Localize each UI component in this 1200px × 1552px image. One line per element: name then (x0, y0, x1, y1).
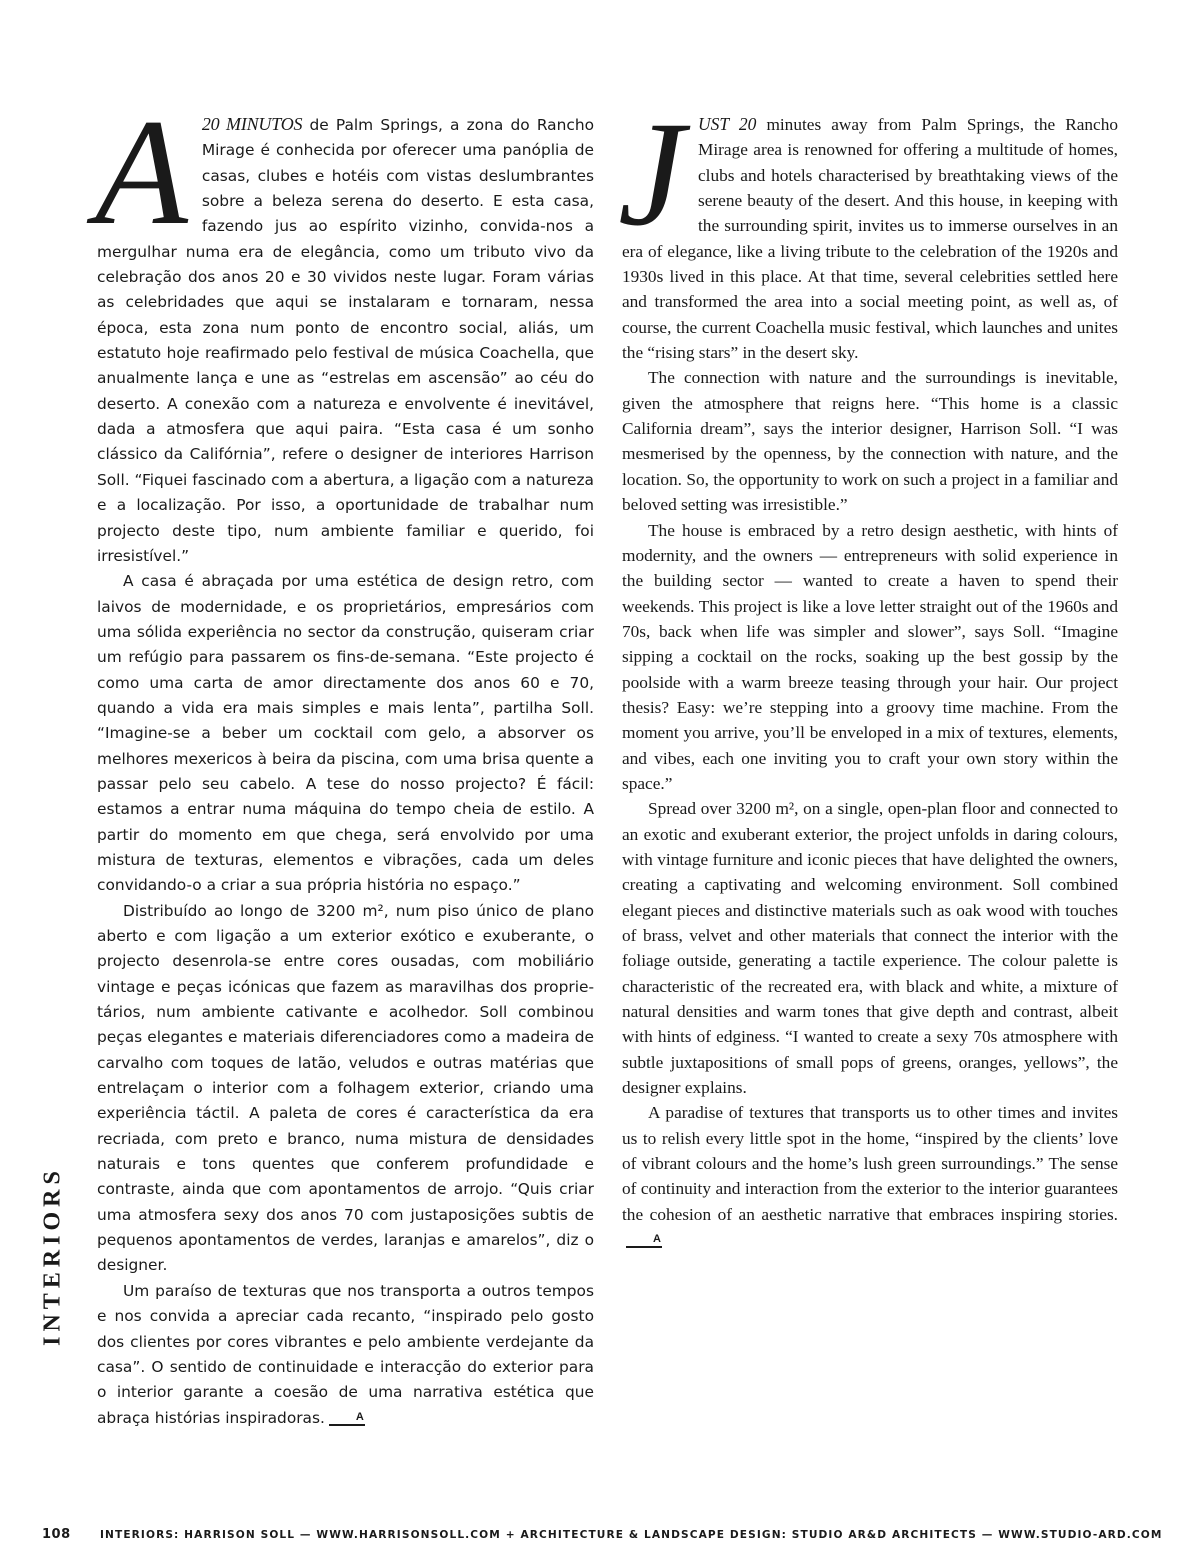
end-mark-icon: A (626, 1234, 662, 1248)
credits-line: INTERIORS: HARRISON SOLL — WWW.HARRISONSOLL.COM + ARCHITECTURE & LANDSCAPE DESIGN: STUDIO AR&D ARCHITECTS — WWW.STUDIO-ARD.COM (100, 1529, 1163, 1541)
page-number: 108 (42, 1527, 71, 1542)
paragraph: A casa é abraçada por uma estética de design retro, com laivos de modernidade, e os proprietários, empresários com uma sólida experiência no sector da construção, quiseram criar um refúgio para passarem os fins-de-semana. “Este projecto é como uma carta de amor directamente dos anos 60 e 70, quando a vida era mais simples e mais lenta”, partilha Soll. “Imagine-se a beber um cocktail com gelo, a absorver os melhores mexericos à beira da piscina, com uma brisa quente a passar pelo seu cabelo. A tese do nosso projecto? É fácil: estamos a entrar numa máquina do tempo cheia de estilo. A partir do momento em que chega, será envolvido por uma mistura de texturas, elementos e vibrações, cada um deles convidando-o a criar a sua própria história no espaço.” (97, 572, 594, 895)
paragraph (622, 1100, 1118, 1252)
drop-cap: J (618, 91, 685, 257)
paragraph (97, 1279, 594, 1431)
lead-in: 20 MINUTOS (201, 114, 303, 134)
section-label (38, 1031, 68, 1481)
end-mark-icon: A (329, 1412, 365, 1426)
paragraph-text: de Palm Springs, a zona do Rancho Mirage é conhecida por oferecer uma panóplia de casas, clubes e hotéis com vistas deslumbrantes sobre a beleza serena do deserto. E esta casa, fazendo jus ao espírito vizinho, convida-nos a mergulhar numa era de elegância, como um tributo vivo da celebração dos anos 20 e 30 vividos neste lugar. Foram várias as celebridades que aqui se instalaram e tornaram, nessa época, esta zona num ponto de encontro social, aliás, um estatuto hoje reafirmado pelo festival de música Coachella, que anualmente lança e une as “estrelas em ascensão” ao céu do deserto. A conexão com a natureza e envolvente é inevitável, dada a atmosfera que aqui paira. “Esta casa é um sonho clássico da Califórnia”, refere o designer de interiores Harrison Soll. “Fiquei fascinado com a abertura, a ligação com a natureza e a localização. Por isso, a oportunidade de trabalhar num projecto deste tipo, num ambiente familiar e querido, foi irresistível.” (97, 116, 594, 565)
article-column-english (618, 91, 1119, 1252)
paragraph: Spread over 3200 m², on a single, open-plan floor and connected to an exotic and exuberant exterior, the project unfolds in daring colours, with vintage furniture and iconic pieces that have delighted the owners, creating a captivating and welcoming environment. Soll combined elegant pieces and distinctive materials such as oak wood with touches of brass, velvet and other materials that connect the interior with the foliage outside, generating a tactile experience. The colour palette is characteristic of the recreated era, with black and white, a mixture of natural densities and warm tones that give depth and contrast, albeit with hints of edginess. “I wanted to create a sexy 70s atmosphere with subtle juxtapositions of small pops of greens, oranges, yellows”, the designer explains. (622, 799, 1118, 1098)
paragraph: The house is embraced by a retro design aesthetic, with hints of modernity, and the owners — entrepreneurs with solid experience in the building sector — wanted to create a haven to spend their weekends. This project is like a love letter straight out of the 1960s and 70s, back when life was simpler and slower”, says Soll. “Imagine sipping a cocktail on the rocks, soaking up the best gossip by the poolside with a warm breeze teasing through your hair. Our project thesis? Easy: we’re stepping into a groovy time machine. From the moment you arrive, you’ll be enveloped in a mix of textures, elements, and vibes, each one inviting you to craft your own story within the space.” (622, 520, 1118, 793)
paragraph: The connection with nature and the surroundings is inevitable, given the atmosphere that reigns here. “This home is a classic California dream”, says the interior designer, Harrison Soll. “I was mesmerised by the openness, by the connection with nature, and the location. So, the opportunity to work on such a project in a familiar and beloved setting was irresistible.” (622, 368, 1118, 515)
paragraph-text: A paradise of textures that transports us to other times and invites us to relish every little spot in the home, “inspired by the clients’ love of vibrant colours and the home’s lush green surroundings.” The sense of continuity and interaction from the exterior to the interior guarantees the cohesion of an aesthetic narrative that embraces inspiring stories. (622, 1103, 1118, 1224)
section-label-text: INTERIORS (39, 1166, 66, 1346)
paragraph (618, 91, 1119, 365)
paragraph-text: minutes away from Palm Springs, the Rancho Mirage area is renowned for offering a multitude of homes, clubs and hotels characterised by breathtaking views of the serene beauty of the desert. And this house, in keeping with the surrounding spirit, invites us to immerse ourselves in an era of elegance, like a living tribute to the celebration of the 1920s and 1930s lived in this place. At that time, several celebrities settled here and transformed the area into a social meeting point, as well as, of course, the current Coachella music festival, which launches and unites the “rising stars” in the desert sky. (622, 115, 1119, 363)
lead-in: UST 20 (698, 114, 757, 134)
paragraph (95, 88, 594, 569)
drop-cap: A (95, 88, 188, 256)
paragraph: Distribuído ao longo de 3200 m², num piso único de plano aberto e com ligação a um exterior exótico e exuberante, o projecto desenrola-se entre cores ousadas, com mobiliário vintage e peças icónicas que fazem as maravilhas dos proprietários, num ambiente cativante e acolhedor. Soll combinou peças elegantes e materiais diferenciadores como a madeira de carvalho com toques de latão, veludos e outras matérias que entrelaçam o interior com a folhagem exterior, criando uma experiência táctil. A paleta de cores é característica da era recriada, com preto e branco, numa mistura de densidades naturais e tons quentes que conferem profundidade e contraste, ainda que com apontamentos de arrojo. “Quis criar uma atmosfera sexy dos anos 70 com justaposições subtis de pequenos apontamentos de verdes, laranjas e amarelos”, diz o designer. (97, 901, 594, 1275)
article-column-portuguese (95, 88, 594, 1431)
paragraph-text: Um paraíso de texturas que nos transporta a outros tempos e nos convida a apreciar cada recanto, “inspirado pelo gosto dos clientes por cores vibrantes e pelo ambiente verdejante da casa”. O sentido de continuidade e interacção do exterior para o interior garante a coesão de uma narrativa estética que abraça histórias inspiradoras. (97, 1281, 594, 1427)
